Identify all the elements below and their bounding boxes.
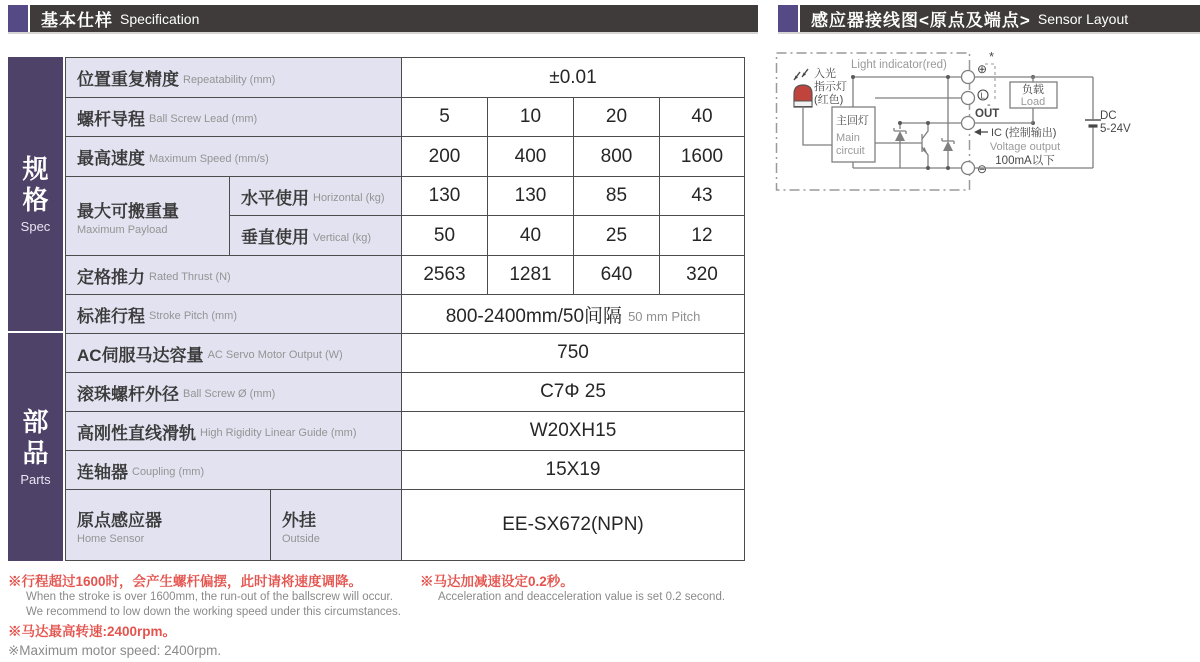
speed-value-1: 200	[402, 137, 487, 176]
light-indicator-label: Light indicator(red)	[851, 59, 947, 71]
out-label: OUT	[975, 108, 1000, 120]
row-payload-label	[66, 177, 229, 255]
row-repeatability-label	[66, 58, 401, 97]
horizontal-value-2: 130	[488, 177, 573, 215]
note-accel-en: Acceleration and deacceleration value is set 0.2 second.	[438, 591, 726, 603]
footnotes-right	[420, 574, 725, 605]
thrust-value-2: 1281	[488, 256, 573, 294]
thrust-label-cn: 定格推力	[77, 267, 145, 287]
sidebar-section-parts	[8, 333, 63, 561]
sensor-header-title-en: Sensor Layout	[1037, 10, 1129, 27]
servo-label-cn: AC伺服马达容量	[77, 345, 204, 365]
sidebar-section-spec	[8, 57, 63, 331]
note-accel-cn: ※马达加减速设定0.2秒。	[420, 574, 574, 589]
thrust-value-1: 2563	[402, 256, 487, 294]
horizontal-value-3: 85	[574, 177, 659, 215]
dc-label: DC	[1100, 110, 1117, 122]
row-servo-label	[66, 334, 401, 372]
horizontal-label-cn: 水平使用	[241, 188, 309, 208]
vertical-value-4: 12	[660, 216, 744, 255]
servo-value: 750	[402, 334, 744, 372]
screw-dia-label-cn: 滚珠螺杆外径	[77, 384, 179, 404]
sidebar-parts-en: Parts	[20, 472, 51, 487]
lead-value-1: 5	[402, 98, 487, 136]
coupling-value: 15X19	[402, 451, 744, 489]
row-payload-horizontal-label	[230, 177, 401, 215]
stroke-value-main: 800-2400mm/50间隔	[445, 305, 623, 327]
speed-value-3: 800	[574, 137, 659, 176]
sidebar-parts-cn: 部品	[22, 407, 49, 468]
header-accent-square	[8, 5, 30, 32]
speed-label-cn: 最高速度	[77, 149, 145, 168]
asterisk-mark: *	[989, 49, 995, 64]
mount-label-cn: 外挂	[282, 510, 316, 530]
led-indicator-icon	[794, 85, 812, 107]
thrust-label-en: Rated Thrust (N)	[149, 271, 231, 283]
note-stroke-en2: We recommend to low down the working speed under this circumstances.	[26, 606, 401, 618]
repeatability-label-cn: 位置重复精度	[77, 70, 179, 89]
thrust-value-3: 640	[574, 256, 659, 294]
row-lead-label	[66, 98, 401, 136]
lead-value-4: 40	[660, 98, 744, 136]
servo-label-en: AC Servo Motor Output (W)	[207, 349, 343, 361]
note-stroke-en1: When the stroke is over 1600mm, the run-out of the ballscrew will occur.	[26, 591, 393, 603]
note-motor-speed-cn: ※马达最高转速:2400rpm。	[8, 624, 177, 639]
terminal-minus-symbol: ⊖	[977, 162, 988, 176]
stroke-label-en: Stroke Pitch (mm)	[149, 310, 238, 322]
horizontal-value-4: 43	[660, 177, 744, 215]
spec-header-title-cn: 基本仕样	[41, 11, 113, 30]
main-circuit-label-cn: 主回灯	[836, 115, 869, 127]
sidebar-spec-cn: 规格	[22, 154, 49, 215]
led-label-line3: (红色)	[814, 94, 844, 106]
stroke-value	[402, 295, 744, 333]
row-home-sensor-label	[66, 490, 270, 560]
home-sensor-label-en: Home Sensor	[77, 532, 145, 545]
guide-label-cn: 高刚性直线滑轨	[77, 423, 196, 443]
speed-label-en: Maximum Speed (mm/s)	[149, 152, 269, 165]
thrust-value-4: 320	[660, 256, 744, 294]
lead-label-cn: 螺杆导程	[77, 109, 145, 129]
spec-section-header	[8, 5, 758, 32]
horizontal-value-1: 130	[402, 177, 487, 215]
header-accent-square	[778, 5, 800, 32]
payload-label-en: Maximum Payload	[77, 223, 168, 236]
current-limit-label: 100mA以下	[995, 155, 1055, 167]
vertical-value-1: 50	[402, 216, 487, 255]
vertical-label-cn: 垂直使用	[241, 228, 309, 247]
vertical-value-2: 40	[488, 216, 573, 255]
ic-arrow-icon	[974, 129, 981, 136]
repeatability-label-en: Repeatability (mm)	[183, 73, 276, 86]
payload-label-cn: 最大可搬重量	[77, 201, 179, 221]
lead-value-2: 10	[488, 98, 573, 136]
dc-range-label: 5-24V	[1100, 123, 1131, 135]
row-thrust-label	[66, 256, 401, 294]
lead-value-3: 20	[574, 98, 659, 136]
note-motor-speed-en: ※Maximum motor speed: 2400rpm.	[8, 643, 222, 658]
horizontal-label-en: Horizontal (kg)	[313, 192, 385, 204]
note-stroke-cn: ※行程超过1600时，会产生螺杆偏摆，此时请将速度调降。	[8, 574, 363, 589]
led-label-line1: 入光	[814, 68, 836, 80]
coupling-label-en: Coupling (mm)	[132, 466, 205, 478]
row-payload-vertical-label	[230, 216, 401, 255]
minus-mark: -	[987, 99, 991, 111]
speed-value-2: 400	[488, 137, 573, 176]
repeatability-value: ±0.01	[402, 58, 744, 97]
vertical-label-en: Vertical (kg)	[313, 231, 372, 244]
sensor-wiring-diagram	[775, 45, 1200, 210]
home-sensor-value: EE-SX672(NPN)	[402, 490, 744, 560]
spec-header-title-en: Specification	[120, 10, 200, 27]
voltage-output-label: Voltage output	[989, 141, 1061, 153]
speed-value-4: 1600	[660, 137, 744, 176]
coupling-label-cn: 连轴器	[77, 462, 128, 482]
sensor-header-title-cn: 感应器接线图<原点及端点>	[811, 11, 1031, 30]
load-label-cn: 负载	[1022, 84, 1044, 96]
stroke-label-cn: 标准行程	[77, 306, 145, 326]
spec-table	[65, 57, 745, 561]
main-circuit-label-en1: Main	[836, 132, 860, 144]
main-circuit-label-en2: circuit	[836, 145, 865, 157]
zener-diode-icon	[894, 128, 954, 151]
battery-icon	[1085, 120, 1101, 126]
ic-label: IC (控制输出)	[991, 127, 1057, 139]
terminal-plus-symbol: ⊕	[977, 62, 988, 76]
row-stroke-label	[66, 295, 401, 333]
lead-label-en: Ball Screw Lead (mm)	[149, 113, 258, 125]
row-coupling-label	[66, 451, 401, 489]
row-guide-label	[66, 412, 401, 450]
row-screw-dia-label	[66, 373, 401, 411]
vertical-value-3: 25	[574, 216, 659, 255]
sidebar-spec-en: Spec	[20, 219, 51, 234]
incident-light-arrows-icon	[794, 69, 808, 80]
led-label-line2: 指示灯	[814, 81, 847, 93]
stroke-value-note: 50 mm Pitch	[628, 308, 701, 324]
screw-dia-value: C7Φ 25	[402, 373, 744, 411]
mount-label-en: Outside	[282, 532, 320, 545]
screw-dia-label-en: Ball Screw Ø (mm)	[183, 388, 276, 400]
load-label-en: Load	[1020, 96, 1046, 108]
terminal-l-symbol: L	[980, 91, 985, 101]
terminal-circles	[962, 71, 975, 175]
footnotes-left	[8, 574, 401, 659]
home-sensor-mount-label	[271, 490, 401, 560]
sensor-section-header	[778, 5, 1200, 32]
guide-value: W20XH15	[402, 412, 744, 450]
home-sensor-label-cn: 原点感应器	[77, 510, 162, 530]
row-speed-label	[66, 137, 401, 176]
guide-label-en: High Rigidity Linear Guide (mm)	[200, 427, 357, 439]
